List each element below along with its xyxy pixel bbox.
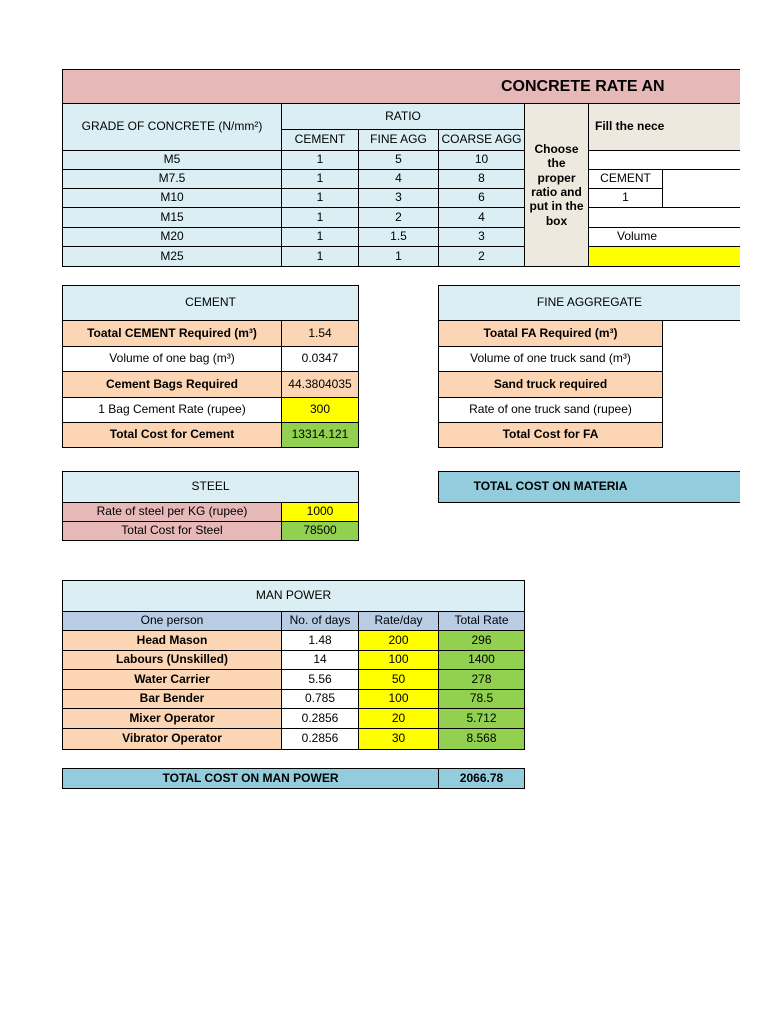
mp-person: Water Carrier — [62, 669, 282, 690]
mp-col-total: Total Rate — [438, 611, 525, 631]
mp-person: Head Mason — [62, 630, 282, 651]
ratio-coarse-cell: 6 — [438, 188, 525, 208]
cement-value: 44.3804035 — [281, 371, 359, 398]
mp-person: Labours (Unskilled) — [62, 650, 282, 670]
mp-total: 278 — [438, 669, 525, 690]
input-spacer — [588, 150, 740, 170]
fa-label: Rate of one truck sand (rupee) — [438, 397, 663, 423]
cement-label: 1 Bag Cement Rate (rupee) — [62, 397, 282, 423]
ratio-coarse-cell: 3 — [438, 227, 525, 247]
mp-total: 296 — [438, 630, 525, 651]
cement-total-value: 13314.121 — [281, 422, 359, 448]
ratio-cement-cell: 1 — [281, 188, 359, 208]
total-material-label: TOTAL COST ON MATERIA — [438, 471, 663, 503]
ratio-fine-cell: 3 — [358, 188, 439, 208]
mp-rate-input[interactable]: 30 — [358, 728, 439, 750]
ratio-cement-cell: 1 — [281, 169, 359, 189]
input-cement-label: CEMENT — [588, 169, 663, 189]
mp-days: 0.2856 — [281, 708, 359, 729]
total-man-power-label: TOTAL COST ON MAN POWER — [62, 768, 439, 789]
grade-header: GRADE OF CONCRETE (N/mm²) — [62, 103, 282, 151]
cement-rate-input[interactable]: 300 — [281, 397, 359, 423]
grade-cell: M20 — [62, 227, 282, 247]
total-material-value — [662, 471, 740, 503]
grade-cell: M15 — [62, 207, 282, 228]
fa-label: Sand truck required — [438, 371, 663, 398]
steel-header: STEEL — [62, 471, 359, 503]
ratio-coarse-cell: 2 — [438, 246, 525, 267]
mp-days: 14 — [281, 650, 359, 670]
fa-label: Total Cost for FA — [438, 422, 663, 448]
cement-header: CEMENT — [62, 285, 359, 321]
ratio-header: RATIO — [281, 103, 525, 130]
steel-label: Rate of steel per KG (rupee) — [62, 502, 282, 522]
total-man-power-value: 2066.78 — [438, 768, 525, 789]
mp-col-days: No. of days — [281, 611, 359, 631]
mp-rate-input[interactable]: 20 — [358, 708, 439, 729]
fill-instruction: Fill the nece — [588, 103, 740, 151]
grade-cell: M25 — [62, 246, 282, 267]
cement-value: 0.0347 — [281, 346, 359, 372]
mp-rate-input[interactable]: 50 — [358, 669, 439, 690]
mp-total: 8.568 — [438, 728, 525, 750]
steel-total-value: 78500 — [281, 521, 359, 541]
fa-label: Volume of one truck sand (m³) — [438, 346, 663, 372]
ratio-fine-cell: 4 — [358, 169, 439, 189]
ratio-fine-cell: 5 — [358, 150, 439, 170]
mp-person: Bar Bender — [62, 689, 282, 709]
fa-header: FINE AGGREGATE — [438, 285, 740, 321]
ratio-cement-cell: 1 — [281, 207, 359, 228]
page-title: CONCRETE RATE AN — [501, 77, 665, 95]
mp-days: 1.48 — [281, 630, 359, 651]
cement-label: Toatal CEMENT Required (m³) — [62, 320, 282, 347]
mp-total: 1400 — [438, 650, 525, 670]
man-power-header: MAN POWER — [62, 580, 525, 612]
input-spacer — [588, 207, 740, 228]
mp-col-person: One person — [62, 611, 282, 631]
mp-rate-input[interactable]: 100 — [358, 689, 439, 709]
mp-col-rate: Rate/day — [358, 611, 439, 631]
cement-label: Total Cost for Cement — [62, 422, 282, 448]
ratio-fine-cell: 1.5 — [358, 227, 439, 247]
cement-label: Volume of one bag (m³) — [62, 346, 282, 372]
steel-label: Total Cost for Steel — [62, 521, 282, 541]
steel-rate-input[interactable]: 1000 — [281, 502, 359, 522]
input-cement-value[interactable]: 1 — [588, 188, 663, 208]
ratio-coarse-cell: 4 — [438, 207, 525, 228]
cement-value: 1.54 — [281, 320, 359, 347]
mp-rate-input[interactable]: 200 — [358, 630, 439, 651]
grade-cell: M5 — [62, 150, 282, 170]
col-cement: CEMENT — [281, 129, 359, 151]
col-coarse-agg: COARSE AGG — [438, 129, 525, 151]
mp-days: 0.785 — [281, 689, 359, 709]
mp-days: 0.2856 — [281, 728, 359, 750]
ratio-coarse-cell: 10 — [438, 150, 525, 170]
mp-days: 5.56 — [281, 669, 359, 690]
fa-label: Toatal FA Required (m³) — [438, 320, 663, 347]
grade-cell: M7.5 — [62, 169, 282, 189]
ratio-fine-cell: 2 — [358, 207, 439, 228]
ratio-cement-cell: 1 — [281, 150, 359, 170]
col-fine-agg: FINE AGG — [358, 129, 439, 151]
ratio-cement-cell: 1 — [281, 246, 359, 267]
cement-label: Cement Bags Required — [62, 371, 282, 398]
mp-total: 78.5 — [438, 689, 525, 709]
mp-rate-input[interactable]: 100 — [358, 650, 439, 670]
input-volume-label: Volume — [588, 227, 740, 247]
ratio-fine-cell: 1 — [358, 246, 439, 267]
ratio-coarse-cell: 8 — [438, 169, 525, 189]
mp-total: 5.712 — [438, 708, 525, 729]
mp-person: Vibrator Operator — [62, 728, 282, 750]
choose-ratio-note: Choose the proper ratio and put in the box — [524, 103, 589, 267]
title-bar — [62, 69, 740, 104]
mp-person: Mixer Operator — [62, 708, 282, 729]
grade-cell: M10 — [62, 188, 282, 208]
ratio-cement-cell: 1 — [281, 227, 359, 247]
input-volume-value[interactable] — [588, 246, 740, 267]
